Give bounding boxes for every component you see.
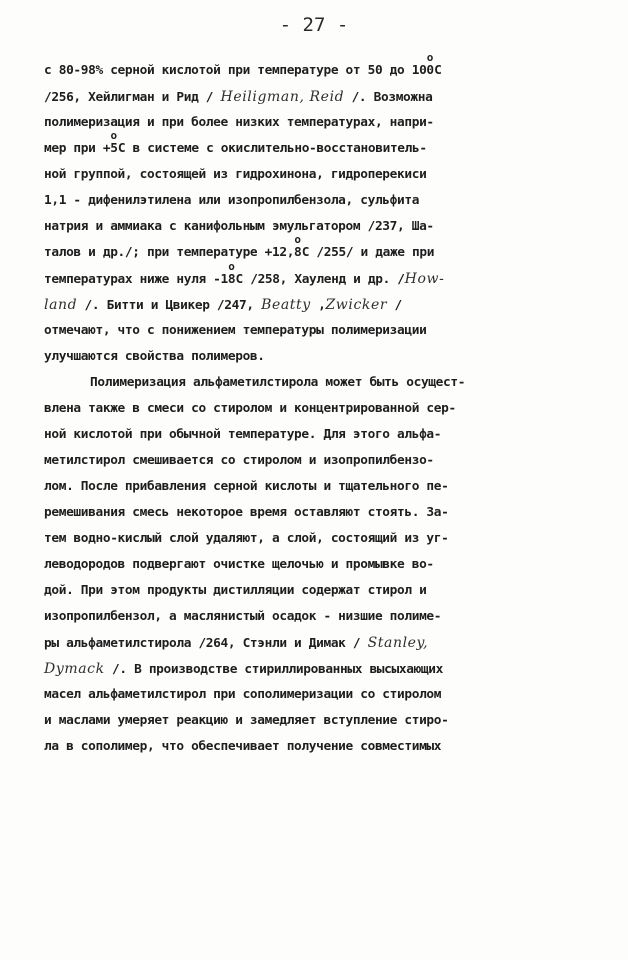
text-line: улучшаются свойства полимеров. xyxy=(44,349,265,364)
handwritten-name: How- xyxy=(404,271,445,287)
text-line: температурах ниже нуля -18oС /258, Хауленд и др. /How- xyxy=(44,260,445,287)
degree-sign: o xyxy=(228,260,235,273)
degree-sign: o xyxy=(294,233,301,246)
degree-sign: o xyxy=(426,51,434,64)
text-line: 1,1 - дифенилэтилена или изопропилбензола, сульфита xyxy=(44,193,420,208)
text-line: ной кислотой при обычной температуре. Для этого альфа- xyxy=(44,427,442,442)
text-line: леводородов подвергают очистке щелочью и промывке во- xyxy=(44,557,434,572)
text-line: талов и др./; при температуре +12,8oС /255/ и даже при xyxy=(44,233,435,260)
text-line: мер при +5oС в системе с окислительно-восстановитель- xyxy=(44,129,427,156)
text-line: изопропилбензол, а маслянистый осадок - низшие полиме- xyxy=(44,609,442,624)
page-number: - 27 - xyxy=(279,14,349,36)
text-line: натрия и аммиака с канифольным эмульгатором /237, Ша- xyxy=(44,219,434,234)
handwritten-name: Heiligman, Reid xyxy=(220,89,345,105)
text-line: метилстирол смешивается со стиролом и изопропилбензо- xyxy=(44,453,434,468)
text-line: ремешивания смесь некоторое время оставляют стоять. За- xyxy=(44,505,449,520)
text-line: тем водно-кислый слой удаляют, а слой, состоящий из уг- xyxy=(44,531,449,546)
text-line: ла в сополимер, что обеспечивает получение совместимых xyxy=(44,739,442,754)
handwritten-name: Zwicker xyxy=(325,297,388,313)
text-line: отмечают, что с понижением температуры полимеризации xyxy=(44,323,427,338)
text-line: лом. После прибавления серной кислоты и тщательного пе- xyxy=(44,479,449,494)
text-line: масел альфаметилстирол при сополимеризации со стиролом xyxy=(44,687,442,702)
handwritten-name: Beatty xyxy=(261,297,311,313)
text-line: полимеризация и при более низких температурах, напри- xyxy=(44,115,434,130)
handwritten-name: Dymack xyxy=(44,661,105,677)
text-line: влена также в смеси со стиролом и концентрированной сер- xyxy=(44,401,456,416)
handwritten-name: Stanley, xyxy=(367,635,429,651)
text-line: с 80-98% серной кислотой при температуре от 50 до 100oС xyxy=(44,51,442,78)
body-text xyxy=(44,51,604,760)
text-line: ры альфаметилстирола /264, Стэнли и Димак / Stanley, xyxy=(44,635,429,651)
text-line: /256, Хейлигман и Рид / Heiligman, Reid /. Возможна xyxy=(44,89,433,105)
text-line: и маслами умеряет реакцию и замедляет вступление стиро- xyxy=(44,713,449,728)
text-line: дой. При этом продукты дистилляции содержат стирол и xyxy=(44,583,427,598)
degree-sign: o xyxy=(110,129,117,142)
handwritten-name: land xyxy=(44,297,78,313)
text-line: Dymack /. В производстве стириллированных высыхающих xyxy=(44,661,443,677)
text-line: Полимеризация альфаметилстирола может быть осущест- xyxy=(90,375,466,390)
text-line: land /. Битти и Цвикер /247, Beatty ,Zwicker / xyxy=(44,297,402,313)
text-line: ной группой, состоящей из гидрохинона, гидроперекиси xyxy=(44,167,427,182)
